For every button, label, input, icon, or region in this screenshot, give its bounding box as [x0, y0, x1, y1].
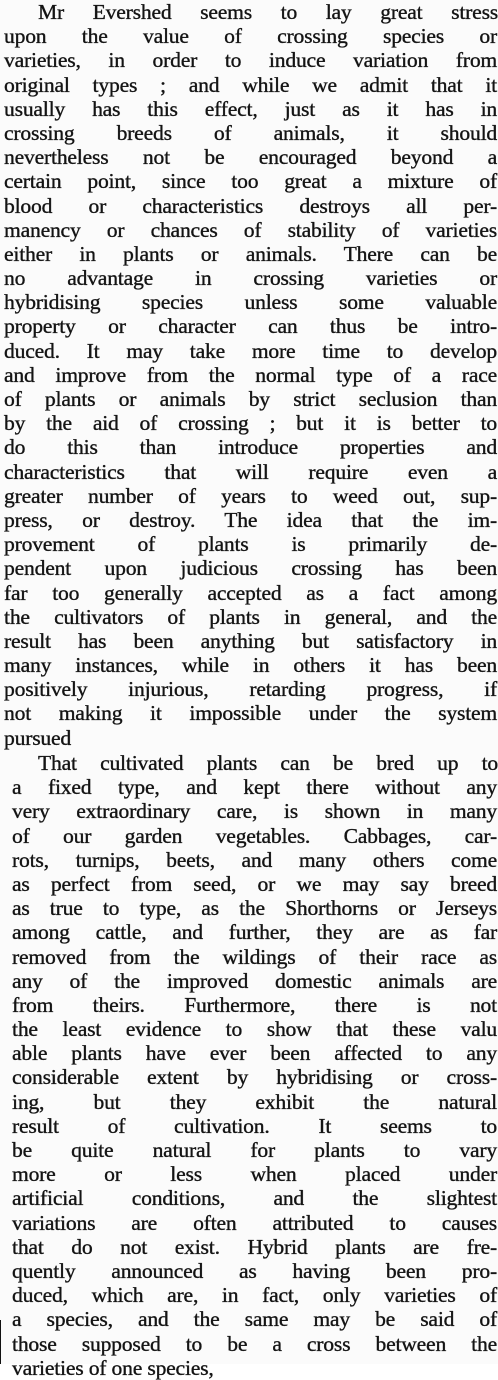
text-line: duced. It may take more time to develop: [4, 338, 497, 363]
text-line: property or character can thus be intro-: [4, 314, 497, 339]
column-rule: [0, 1320, 1, 1364]
text-line: manency or chances of stability of varieties: [4, 217, 497, 242]
text-line: varieties of one species,: [12, 1355, 214, 1380]
text-line: rots, turnips, beets, and many others come: [12, 847, 497, 872]
text-line: of our garden vegetables. Cabbages, car-: [12, 823, 497, 848]
text-line: original types ; and while we admit that it: [4, 72, 497, 97]
text-line: nevertheless not be encouraged beyond a: [4, 145, 497, 170]
text-line: by the aid of crossing ; but it is better to: [4, 411, 497, 436]
text-line: among cattle, and further, they are as far: [12, 920, 497, 945]
text-line: Mr Evershed seems to lay great stress: [38, 0, 498, 24]
text-line: pursued: [4, 725, 72, 750]
text-line: not making it impossible under the system: [4, 701, 497, 726]
text-line: of plants or animals by strict seclusion than: [4, 387, 497, 411]
text-line: from theirs. Furthermore, there is not: [12, 992, 497, 1017]
text-line: artificial conditions, and the slightest: [12, 1186, 497, 1211]
text-line: far too generally accepted as a fact among: [4, 580, 497, 605]
text-line: a fixed type, and kept there without any: [12, 775, 497, 800]
text-line: duced, which are, in fact, only varieties of: [12, 1283, 497, 1308]
text-line: ing, but they exhibit the natural: [12, 1089, 497, 1114]
paragraph-cultivated-plants: [0, 751, 498, 1380]
text-line: certain point, since too great a mixture of: [4, 169, 497, 194]
text-line: able plants have ever been affected to any: [12, 1041, 497, 1066]
text-line: provement of plants is primarily de-: [4, 532, 497, 557]
text-line: That cultivated plants can be bred up to: [38, 751, 498, 775]
text-line: crossing breeds of animals, it should: [4, 120, 497, 145]
text-line: very extraordinary care, is shown in many: [12, 799, 497, 824]
text-line: those supposed to be a cross between the: [12, 1331, 497, 1356]
text-line: upon the value of crossing species or: [4, 24, 497, 49]
text-line: characteristics that will require even a: [4, 459, 497, 484]
text-line: quently announced as having been pro-: [12, 1258, 497, 1283]
text-line: press, or destroy. The idea that the im-: [4, 507, 497, 532]
text-line: be quite natural for plants to vary: [12, 1138, 497, 1162]
text-line: result has been anything but satisfactory in: [4, 628, 497, 653]
text-line: removed from the wildings of their race as: [12, 944, 497, 969]
text-line: the cultivators of plants in general, and the: [4, 604, 497, 629]
text-line: variations are often attributed to causes: [12, 1210, 497, 1235]
text-line: that do not exist. Hybrid plants are fre-: [12, 1234, 497, 1259]
text-line: pendent upon judicious crossing has been: [4, 556, 497, 581]
text-line: a species, and the same may be said of: [12, 1307, 497, 1332]
text-line: many instances, while in others it has been: [4, 653, 497, 678]
text-line: result of cultivation. It seems to: [12, 1113, 497, 1138]
text-line: no advantage in crossing varieties or: [4, 266, 497, 291]
text-line: varieties, in order to induce variation from: [4, 48, 497, 73]
text-line: usually has this effect, just as it has in: [4, 96, 497, 121]
text-line: do this than introduce properties and: [4, 435, 497, 460]
text-line: considerable extent by hybridising or cross-: [12, 1065, 497, 1090]
text-line: any of the improved domestic animals are: [12, 968, 497, 993]
text-line: either in plants or animals. There can be: [4, 241, 497, 266]
text-line: greater number of years to weed out, sup-: [4, 483, 497, 508]
text-line: more or less when placed under: [12, 1162, 497, 1187]
text-line: and improve from the normal type of a race: [4, 362, 497, 387]
text-line: the least evidence to show that these valu: [12, 1017, 497, 1042]
text-line: positively injurious, retarding progress, if: [4, 677, 497, 702]
text-line: as perfect from seed, or we may say breed: [12, 871, 497, 896]
text-line: as true to type, as the Shorthorns or Jerseys: [12, 896, 497, 921]
text-line: hybridising species unless some valuable: [4, 290, 497, 315]
text-line: blood or characteristics destroys all per-: [4, 193, 497, 218]
